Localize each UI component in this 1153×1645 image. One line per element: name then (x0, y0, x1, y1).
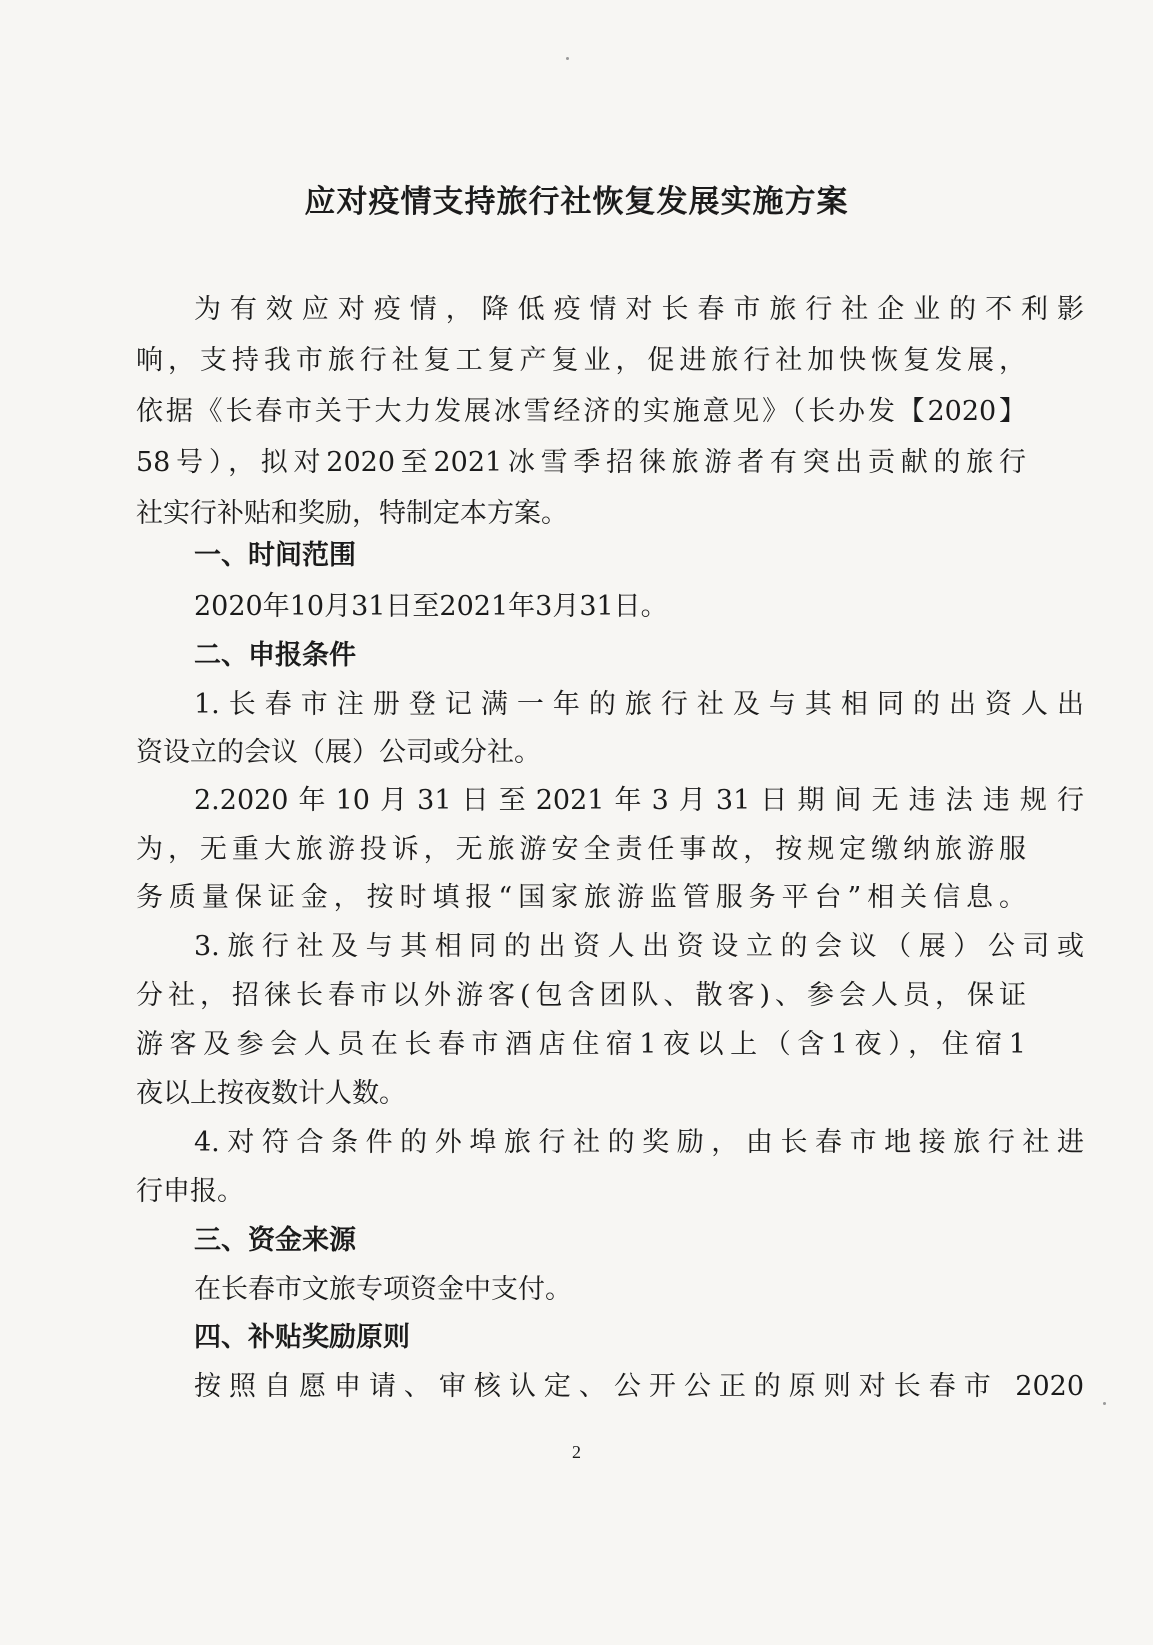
intro-line-4: 58号），拟对2020至2021冰雪季招徕旅游者有突出贡献的旅行 (136, 447, 1026, 478)
scan-speck (566, 57, 569, 60)
condition-3-line-3: 游客及参会人员在长春市酒店住宿1夜以上（含1夜），住宿1 (136, 1029, 1026, 1060)
scan-speck (1103, 1402, 1106, 1405)
condition-1-line-1: 1.长春市注册登记满一年的旅行社及与其相同的出资人出 (194, 689, 1084, 720)
condition-3-line-4: 夜以上按夜数计人数。 (136, 1078, 406, 1109)
condition-3-line-1: 3.旅行社及与其相同的出资人出资设立的会议（展）公司或 (194, 931, 1084, 962)
condition-4-line-2: 行申报。 (136, 1176, 244, 1207)
intro-line-5: 社实行补贴和奖励，特制定本方案。 (136, 498, 568, 529)
section-heading-principles: 四、补贴奖励原则 (194, 1322, 410, 1353)
document-title: 应对疫情支持旅行社恢复发展实施方案 (304, 184, 849, 220)
page-number: 2 (572, 1442, 581, 1462)
condition-1-line-2: 资设立的会议（展）公司或分社。 (136, 737, 541, 768)
section-heading-funding: 三、资金来源 (194, 1225, 356, 1256)
section-heading-time-range: 一、时间范围 (194, 540, 356, 571)
time-range-text: 2020年10月31日至2021年3月31日。 (194, 591, 668, 622)
condition-4-line-1: 4.对符合条件的外埠旅行社的奖励，由长春市地接旅行社进 (194, 1127, 1084, 1158)
principles-text: 按照自愿申请、审核认定、公开公正的原则对长春市 2020 (194, 1371, 1084, 1402)
section-heading-conditions: 二、申报条件 (194, 640, 356, 671)
intro-line-1: 为有效应对疫情，降低疫情对长春市旅行社企业的不利影 (194, 294, 1084, 325)
condition-2-line-1: 2.2020年10月31日至2021年3月31日期间无违法违规行 (194, 785, 1084, 816)
intro-line-3: 依据《长春市关于大力发展冰雪经济的实施意见》（长办发【2020】 (136, 396, 1026, 427)
condition-3-line-2: 分社，招徕长春市以外游客(包含团队、散客)、参会人员，保证 (136, 980, 1026, 1011)
funding-text: 在长春市文旅专项资金中支付。 (194, 1274, 572, 1305)
condition-2-line-2: 为，无重大旅游投诉，无旅游安全责任事故，按规定缴纳旅游服 (136, 834, 1026, 865)
condition-2-line-3: 务质量保证金，按时填报“国家旅游监管服务平台”相关信息。 (136, 882, 1026, 913)
intro-line-2: 响，支持我市旅行社复工复产复业，促进旅行社加快恢复发展， (136, 345, 1026, 376)
